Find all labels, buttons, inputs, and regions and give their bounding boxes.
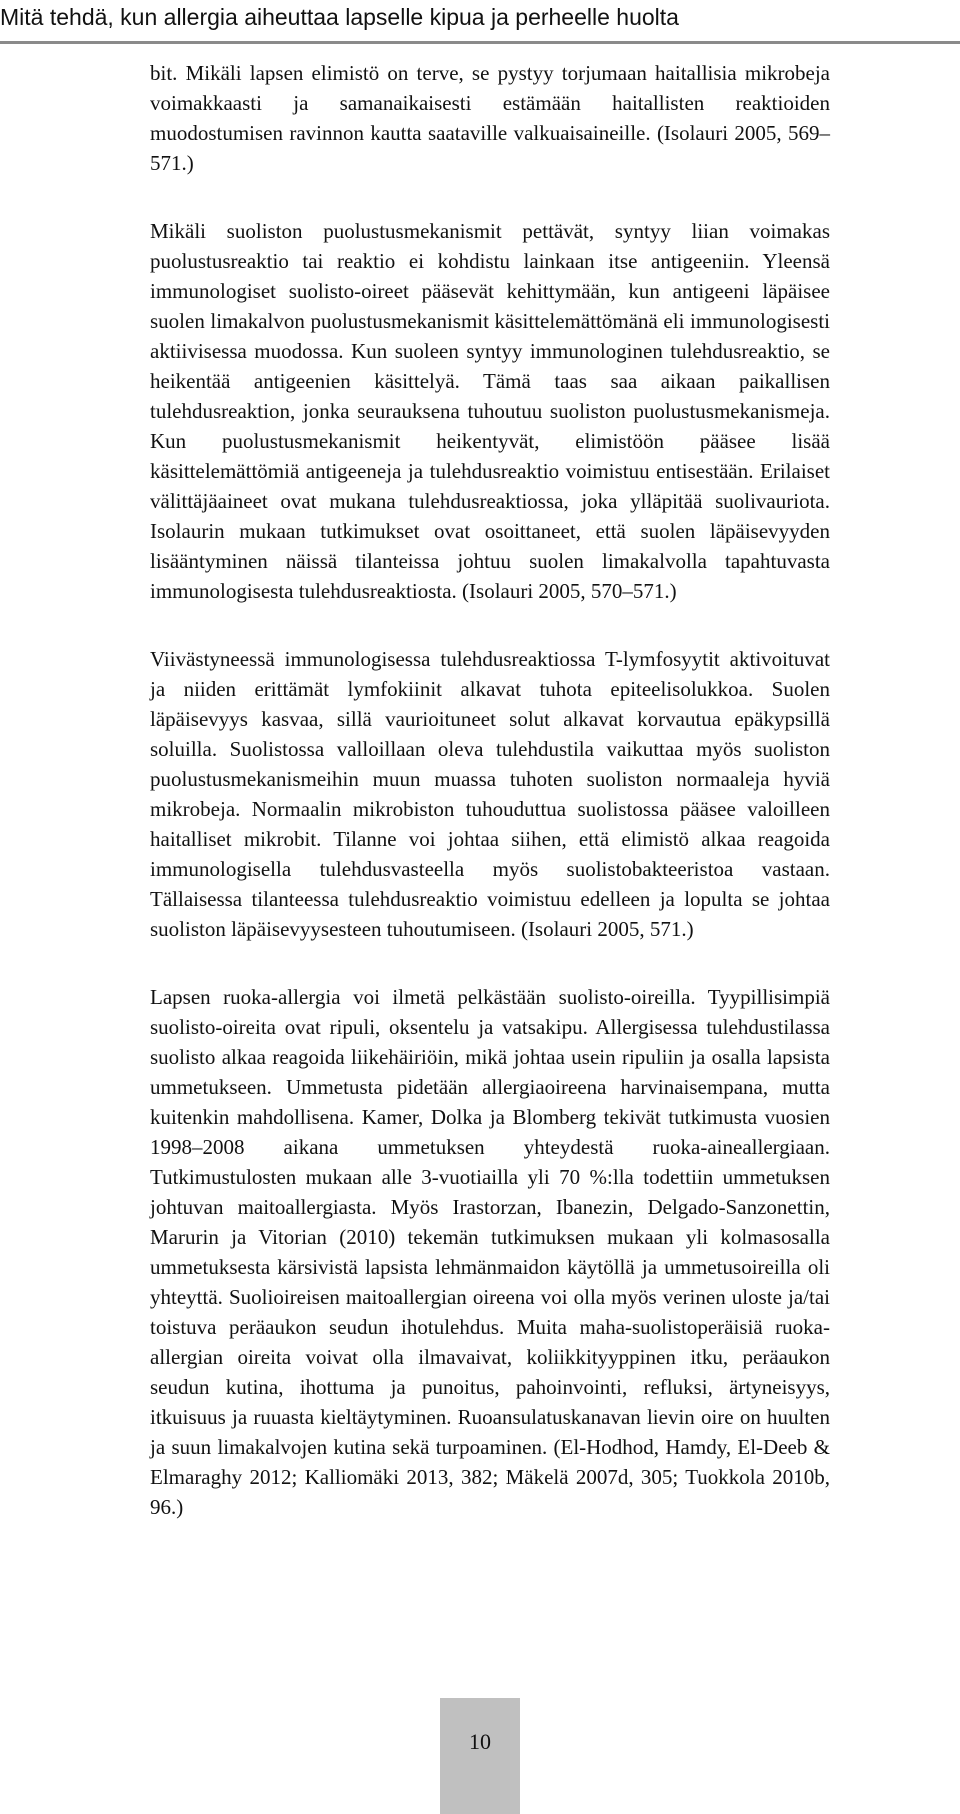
page-number-box — [440, 1698, 520, 1814]
page-number: 10 — [469, 1729, 491, 1754]
paragraph-3: Viivästyneessä immunologisessa tulehdusreaktiossa T-lymfosyytit aktivoituvat ja niiden erittämät lymfokiinit alkavat tuhota epiteelisolukkoa. Suolen läpäisevyys kasvaa, sillä vaurioituneet solut alkavat korvautua epäkypsillä soluilla. Suolistossa valloillaan oleva tulehdustila vaikuttaa myös suoliston puolustusmekanismeihin muun muassa tuhoten suoliston normaaleja hyviä mikrobeja. Normaalin mikrobiston tuhouduttua suolistossa pääsee valoilleen haitalliset mikrobit. Tilanne voi johtaa siihen, että elimistö alkaa reagoida immunologisella tulehdusvasteella myös suolistobakteeristoa vastaan. Tällaisessa tilanteessa tulehdusreaktio voimistuu edelleen ja lopulta se johtaa suoliston läpäisevyysesteen tuhoutumiseen. (Isolauri 2005, 571.) — [150, 647, 830, 941]
paragraph-2: Mikäli suoliston puolustusmekanismit pettävät, syntyy liian voimakas puolustusreaktio tai reaktio ei kohdistu lainkaan itse antigeeniin. Yleensä immunologiset suolisto-oireet pääsevät kehittymään, kun antigeeni läpäisee suolen limakalvon puolustusmekanismit käsittelemättömänä eli immunologisesti aktiivisessa muodossa. Kun suoleen syntyy immunologinen tulehdusreaktio, se heikentää antigeenien käsittelyä. Tämä taas saa aikaan paikallisen tulehdusreaktion, jonka seurauksena tuhoutuu suoliston puolustusmekanismeja. Kun puolustusmekanismit heikentyvät, elimistöön pääsee lisää käsittelemättömiä antigeeneja ja tulehdusreaktio voimistuu entisestään. Erilaiset välittäjäaineet ovat mukana tulehdusreaktiossa, joka ylläpitää suolivauriota. Isolaurin mukaan tutkimukset ovat osoittaneet, että suolen läpäisevyyden lisääntyminen näissä tilanteissa johtuu suolen limakalvolla tapahtuvasta immunologisesta tulehdusreaktiosta. (Isolauri 2005, 570–571.) — [150, 219, 830, 603]
body-text — [150, 58, 830, 1560]
paragraph-4: Lapsen ruoka-allergia voi ilmetä pelkästään suolisto-oireilla. Tyypillisimpiä suolisto-oireita ovat ripuli, oksentelu ja vatsakipu. Allergisessa tulehdustilassa suolisto alkaa reagoida liikehäiriöin, mikä johtaa usein ripuliin ja osalla lapsista ummetukseen. Ummetusta pidetään allergiaoireena harvinaisempana, mutta kuitenkin mahdollisena. Kamer, Dolka ja Blomberg tekivät tutkimusta vuosien 1998–2008 aikana ummetuksen yhteydestä ruoka-aineallergiaan. Tutkimustulosten mukaan alle 3-vuotiailla yli 70 %:lla todettiin ummetuksen johtuvan maitoallergiasta. Myös Irastorzan, Ibanezin, Delgado-Sanzonettin, Marurin ja Vitorian (2010) tekemän tutkimuksen mukaan yli kolmasosalla ummetuksesta kärsivistä lapsista lehmänmaidon käytöllä ja ummetusoireilla oli yhteyttä. Suolioireisen maitoallergian oireena voi olla myös verinen uloste ja/tai toistuva peräaukon seudun ihotulehdus. Muita maha-suolistoperäisiä ruoka-allergian oireita voivat olla ilmavaivat, koliikkityyppinen itku, peräaukon seudun kutina, ihottuma ja punoitus, pahoinvointi, refluksi, ärtyneisyys, itkuisuus ja ruuasta kieltäytyminen. Ruoansulatuskanavan lievin oire on huulten ja suun limakalvojen kutina sekä turpoaminen. (El-Hodhod, Hamdy, El-Deeb & Elmaraghy 2012; Kalliomäki 2013, 382; Mäkelä 2007d, 305; Tuokkola 2010b, 96.) — [150, 985, 830, 1519]
running-header — [0, 0, 960, 44]
document-title: Mitä tehdä, kun allergia aiheuttaa lapselle kipua ja perheelle huolta — [0, 4, 679, 30]
paragraph-1: bit. Mikäli lapsen elimistö on terve, se pystyy torjumaan haitallisia mikrobeja voimakkaasti ja samanaikaisesti estämään haitallisten reaktioiden muodostumisen ravinnon kautta saataville valkuaisaineille. (Isolauri 2005, 569–571.) — [150, 61, 830, 175]
